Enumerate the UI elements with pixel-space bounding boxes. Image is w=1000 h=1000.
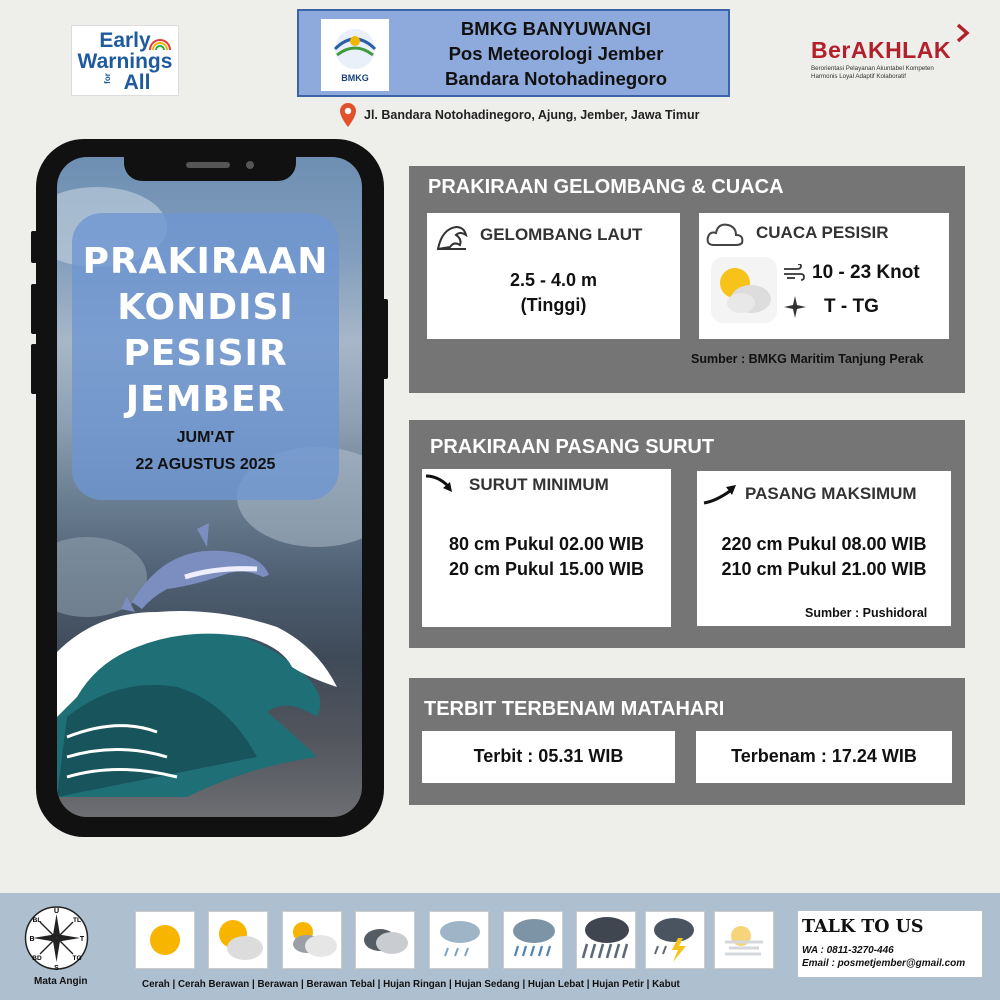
heavy-rain-icon [576, 911, 636, 969]
wind-icon [783, 264, 805, 282]
phone-button [382, 299, 388, 379]
surut-label: SURUT MINIMUM [469, 475, 609, 494]
dark-cloud-icon [355, 911, 415, 969]
berakhlak-name: BerAKHLAK [811, 37, 951, 63]
address [340, 102, 700, 128]
compass-b: B [29, 936, 35, 943]
whatsapp-contact[interactable]: WA : 0811-3270-446 [802, 945, 894, 956]
camera [246, 161, 254, 169]
terbenam-card [696, 731, 952, 783]
weather-legend: Cerah | Cerah Berawan | Berawan | Berawan Tebal | Hujan Ringan | Hujan Sedang | Hujan Lebat | Hujan Petir | Kabut [142, 979, 680, 990]
surut-value-1: 80 cm Pukul 02.00 WIB [448, 534, 645, 554]
sun-icon [135, 911, 195, 969]
moderate-rain-icon [503, 911, 563, 969]
pasang-value-1: 220 cm Pukul 08.00 WIB [721, 534, 927, 554]
wave-icon [436, 221, 468, 251]
pasang-surut-title: PRAKIRAAN PASANG SURUT [430, 436, 715, 458]
compass-s: S [54, 965, 59, 972]
header-banner [297, 9, 730, 97]
berakhlak-sub1: Berorientasi Pelayanan Akuntabel Kompeten [811, 65, 934, 72]
phone-title-box [72, 213, 339, 500]
berakhlak-sub [811, 65, 981, 81]
compass-tl: TL [73, 917, 81, 924]
wind-direction-icon [784, 296, 806, 318]
terbenam-value: Terbenam : 17.24 WIB [731, 746, 917, 766]
fog-icon [714, 911, 774, 969]
pasang-surut-panel [409, 420, 965, 648]
compass-bl: BL [32, 917, 42, 924]
location-pin-icon [340, 103, 356, 127]
compass-label: Mata Angin [34, 976, 88, 987]
light-rain-icon [429, 911, 489, 969]
early-warnings-logo [71, 25, 179, 96]
partly-cloudy-icon [282, 911, 342, 969]
compass-tg: TG [72, 955, 82, 962]
compass-u: U [53, 908, 60, 915]
compass-icon [24, 902, 89, 974]
thunderstorm-icon [645, 911, 705, 969]
ewa-line1: Early [99, 29, 151, 52]
pasang-source: Sumber : Pushidoral [805, 606, 928, 620]
arrow-up-icon [702, 483, 738, 505]
phone-day: JUM'AT [176, 429, 235, 446]
header-title [394, 16, 718, 91]
speaker [186, 162, 230, 168]
terbit-value: Terbit : 05.31 WIB [473, 746, 624, 766]
talk-title: TALK TO US [802, 917, 924, 937]
cloud-icon [706, 221, 744, 247]
address-text: Jl. Bandara Notohadinegoro, Ajung, Jember, Jawa Timur [364, 108, 700, 122]
sun-cloud-icon [208, 911, 268, 969]
berakhlak-sub2: Harmonis Loyal Adaptif Kolaboratif [811, 73, 906, 80]
header-title-line3: Bandara Notohadinegoro [444, 68, 667, 89]
phone-button [31, 344, 37, 394]
pasang-value-2: 210 cm Pukul 21.00 WIB [721, 559, 927, 579]
matahari-panel [409, 678, 965, 805]
weather-label: CUACA PESISIR [756, 223, 889, 242]
wave-label: GELOMBANG LAUT [480, 225, 643, 244]
gelombang-cuaca-title: PRAKIRAAN GELOMBANG & CUACA [428, 176, 784, 198]
gelombang-source: Sumber : BMKG Maritim Tanjung Perak [691, 352, 924, 366]
phone-button [31, 284, 37, 334]
ewa-line3: All [123, 71, 151, 94]
phone-title-line1: PRAKIRAAN [82, 241, 329, 282]
surut-card [422, 469, 671, 627]
sun-cloud-icon [711, 257, 777, 323]
header-title-line1: BMKG BANYUWANGI [460, 18, 652, 39]
email-contact[interactable]: Email : posmetjember@gmail.com [802, 958, 966, 969]
wind-direction: T - TG [824, 296, 879, 317]
gelombang-cuaca-panel [409, 166, 965, 393]
pasang-card [697, 471, 951, 626]
wave-card [427, 213, 680, 339]
ewa-line2: Warnings [77, 50, 173, 73]
pasang-label: PASANG MAKSIMUM [745, 484, 917, 503]
bmkg-logo-text: BMKG [341, 73, 369, 83]
compass-bd: BD [32, 955, 42, 962]
wind-speed: 10 - 23 Knot [812, 262, 920, 283]
wave-category: (Tinggi) [520, 295, 587, 315]
rainbow-icon [148, 32, 172, 52]
phone-title-line2: KONDISI [117, 287, 294, 328]
wave-value: 2.5 - 4.0 m [509, 270, 598, 290]
sea-wave-icon [57, 611, 337, 797]
ewa-for: for [102, 73, 112, 84]
compass-t: T [79, 936, 85, 943]
chevron-right-icon [956, 23, 970, 43]
arrow-down-icon [424, 472, 456, 494]
phone-date: 22 AGUSTUS 2025 [135, 456, 276, 473]
header-title-line2: Pos Meteorologi Jember [448, 43, 664, 64]
terbit-card [422, 731, 675, 783]
bmkg-logo [321, 19, 389, 91]
weather-card [699, 213, 949, 339]
phone-notch [124, 148, 296, 181]
surut-value-2: 20 cm Pukul 15.00 WIB [448, 559, 645, 579]
phone-button [31, 231, 37, 263]
phone-title-line3: PESISIR [123, 333, 288, 374]
berakhlak-logo [808, 23, 976, 85]
talk-to-us-box [798, 911, 982, 977]
matahari-title: TERBIT TERBENAM MATAHARI [424, 698, 725, 720]
phone-title-line4: JEMBER [125, 379, 286, 420]
